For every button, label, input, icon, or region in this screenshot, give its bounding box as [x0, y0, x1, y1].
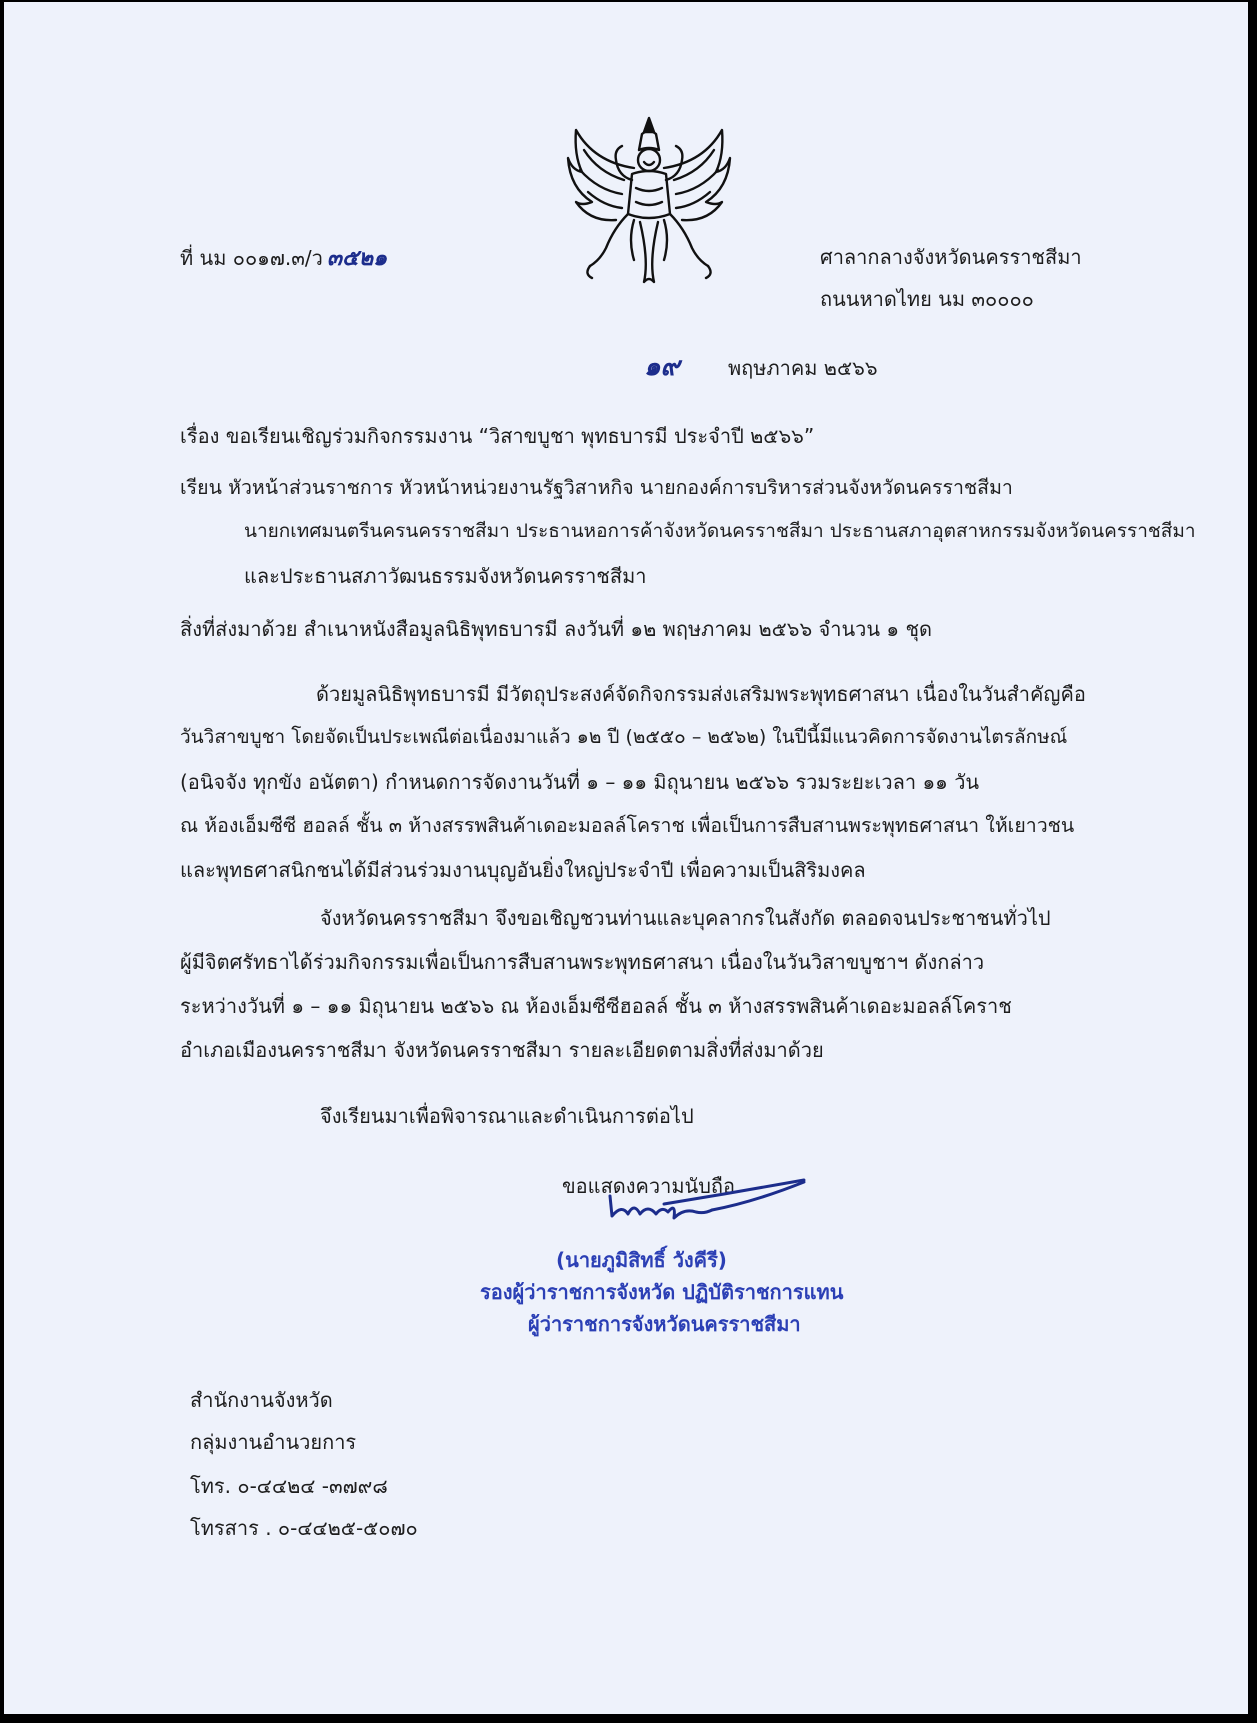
- reference-number: [180, 247, 387, 269]
- signer-title-1: รองผู้ว่าราชการจังหวัด ปฏิบัติราชการแทน: [480, 1280, 844, 1304]
- recipient-line-2: นายกเทศมนตรีนครนครราชสีมา ประธานหอการค้าจังหวัดนครราชสีมา ประธานสภาอุตสาหกรรมจังหวัดนครราชสีมา: [244, 520, 1196, 542]
- date-day-handwritten: ๑๙: [644, 352, 680, 382]
- body-paragraph-1-line: (อนิจจัง ทุกขัง อนัตตา) กำหนดการจัดงานวันที่ ๑ – ๑๑ มิถุนายน ๒๕๖๖ รวมระยะเวลา ๑๑ วัน: [180, 770, 980, 794]
- address-line-2: ถนนหาดไทย นม ๓๐๐๐๐: [820, 287, 1034, 311]
- body-paragraph-1-line: วันวิสาขบูชา โดยจัดเป็นประเพณีต่อเนื่องมาแล้ว ๑๒ ปี (๒๕๕๐ – ๒๕๖๒) ในปีนี้มีแนวคิดการจัดงานไตรลักษณ์: [180, 726, 1068, 748]
- closing-request: จึงเรียนมาเพื่อพิจารณาและดำเนินการต่อไป: [320, 1104, 694, 1128]
- signer-title-2: ผู้ว่าราชการจังหวัดนครราชสีมา: [528, 1312, 801, 1336]
- body-paragraph-2-line: จังหวัดนครราชสีมา จึงขอเชิญชวนท่านและบุคลากรในสังกัด ตลอดจนประชาชนทั่วไป: [320, 906, 1051, 930]
- body-paragraph-2-line: ผู้มีจิตศรัทธาได้ร่วมกิจกรรมเพื่อเป็นการสืบสานพระพุทธศาสนา เนื่องในวันวิสาขบูชาฯ ดังกล่าว: [180, 950, 985, 974]
- recipient-line-3: และประธานสภาวัฒนธรรมจังหวัดนครราชสีมา: [244, 564, 647, 588]
- reference-handwritten-number: ๓๕๒๑: [326, 245, 388, 271]
- complimentary-close: ขอแสดงความนับถือ: [562, 1174, 736, 1198]
- handwritten-signature: [604, 1174, 819, 1234]
- letter-page: [4, 2, 1248, 1714]
- office-fax: โทรสาร . ๐-๔๔๒๕-๕๐๗๐: [190, 1516, 418, 1540]
- body-paragraph-2-line: อำเภอเมืองนครราชสีมา จังหวัดนครราชสีมา รายละเอียดตามสิ่งที่ส่งมาด้วย: [180, 1038, 824, 1062]
- office-telephone: โทร. ๐-๔๔๒๔ -๓๗๙๘: [190, 1474, 388, 1498]
- enclosure-line: สิ่งที่ส่งมาด้วย สำเนาหนังสือมูลนิธิพุทธบารมี ลงวันที่ ๑๒ พฤษภาคม ๒๕๖๖ จำนวน ๑ ชุด: [180, 617, 933, 641]
- reference-prefix: ที่ นม ๐๐๑๗.๓/ว: [180, 246, 323, 270]
- body-paragraph-1-line: และพุทธศาสนิกชนได้มีส่วนร่วมงานบุญอันยิ่งใหญ่ประจำปี เพื่อความเป็นสิริมงคล: [180, 858, 866, 882]
- address-line-1: ศาลากลางจังหวัดนครราชสีมา: [820, 245, 1082, 269]
- body-paragraph-2-line: ระหว่างวันที่ ๑ – ๑๑ มิถุนายน ๒๕๖๖ ณ ห้องเอ็มซีซีฮอลล์ ชั้น ๓ ห้างสรรพสินค้าเดอะมอลล์โคราช: [180, 994, 1012, 1018]
- subject-line: เรื่อง ขอเรียนเชิญร่วมกิจกรรมงาน “วิสาขบูชา พุทธบารมี ประจำปี ๒๕๖๖”: [180, 424, 815, 448]
- recipient-line-1: เรียน หัวหน้าส่วนราชการ หัวหน้าหน่วยงานรัฐวิสาหกิจ นายกองค์การบริหารส่วนจังหวัดนครราชสีมา: [180, 476, 1013, 499]
- office-line-1: สำนักงานจังหวัด: [190, 1388, 333, 1412]
- signer-name: (นายภูมิสิทธิ์ วังคีรี): [556, 1248, 727, 1272]
- body-paragraph-1-line: ณ ห้องเอ็มซีซี ฮอลล์ ชั้น ๓ ห้างสรรพสินค้าเดอะมอลล์โคราช เพื่อเป็นการสืบสานพระพุทธศาสนา ให้เยาวชน: [180, 814, 1075, 837]
- garuda-emblem-icon: [564, 110, 734, 288]
- date-month-year: พฤษภาคม ๒๕๖๖: [728, 356, 878, 380]
- body-paragraph-1-line: ด้วยมูลนิธิพุทธบารมี มีวัตถุประสงค์จัดกิจกรรมส่งเสริมพระพุทธศาสนา เนื่องในวันสำคัญคือ: [316, 682, 1086, 706]
- office-line-2: กลุ่มงานอำนวยการ: [190, 1430, 357, 1454]
